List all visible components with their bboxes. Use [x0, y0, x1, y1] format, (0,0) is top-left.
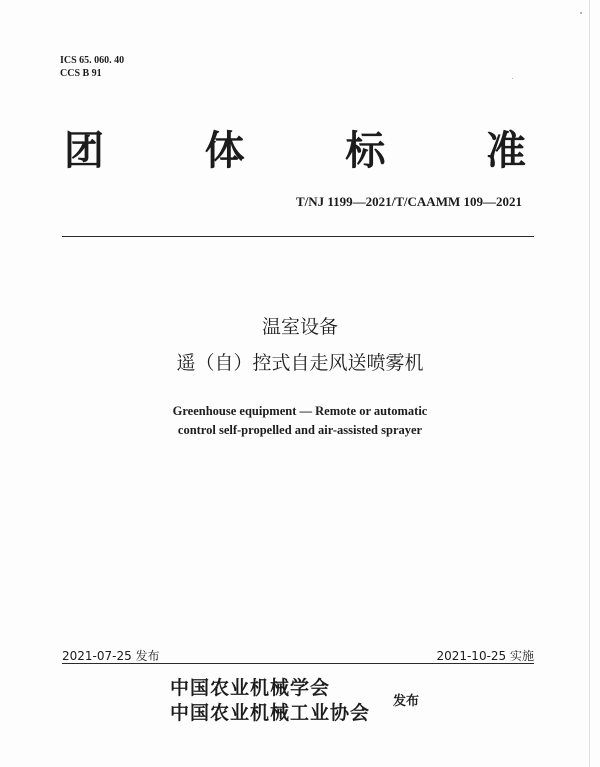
- category-char: 团: [64, 128, 104, 174]
- classification-codes: [60, 54, 124, 80]
- scan-speck: [580, 12, 582, 14]
- publisher-block: [170, 676, 370, 726]
- standard-category-title: [64, 128, 526, 174]
- bottom-divider: [62, 663, 534, 664]
- publish-label: 发布: [393, 694, 420, 709]
- publisher-org-1: 中国农业机械学会: [170, 677, 331, 699]
- category-char: 标: [345, 128, 386, 174]
- category-char: 准: [485, 128, 526, 174]
- scan-edge-line: [589, 0, 590, 767]
- implementation-date: 2021-10-25 实施: [436, 649, 534, 663]
- standard-number: T/NJ 1199—2021/T/CAAMM 109—2021: [295, 194, 522, 209]
- ccs-code: CCS B 91: [60, 68, 102, 79]
- chinese-title-line-2: 遥（自）控式自走风送喷雾机: [176, 352, 424, 374]
- english-title-line-2: control self-propelled and air-assisted sprayer: [177, 423, 423, 437]
- ics-code: ICS 65. 060. 40: [60, 55, 125, 66]
- scan-speck: [512, 78, 513, 79]
- issue-date: 2021-07-25 发布: [62, 649, 160, 663]
- publisher-org-2: 中国农业机械工业协会: [170, 702, 371, 724]
- top-divider: [62, 236, 534, 237]
- chinese-title-line-1: 温室设备: [261, 316, 338, 338]
- category-char: 体: [204, 128, 245, 174]
- english-title-line-1: Greenhouse equipment — Remote or automatic: [172, 404, 428, 418]
